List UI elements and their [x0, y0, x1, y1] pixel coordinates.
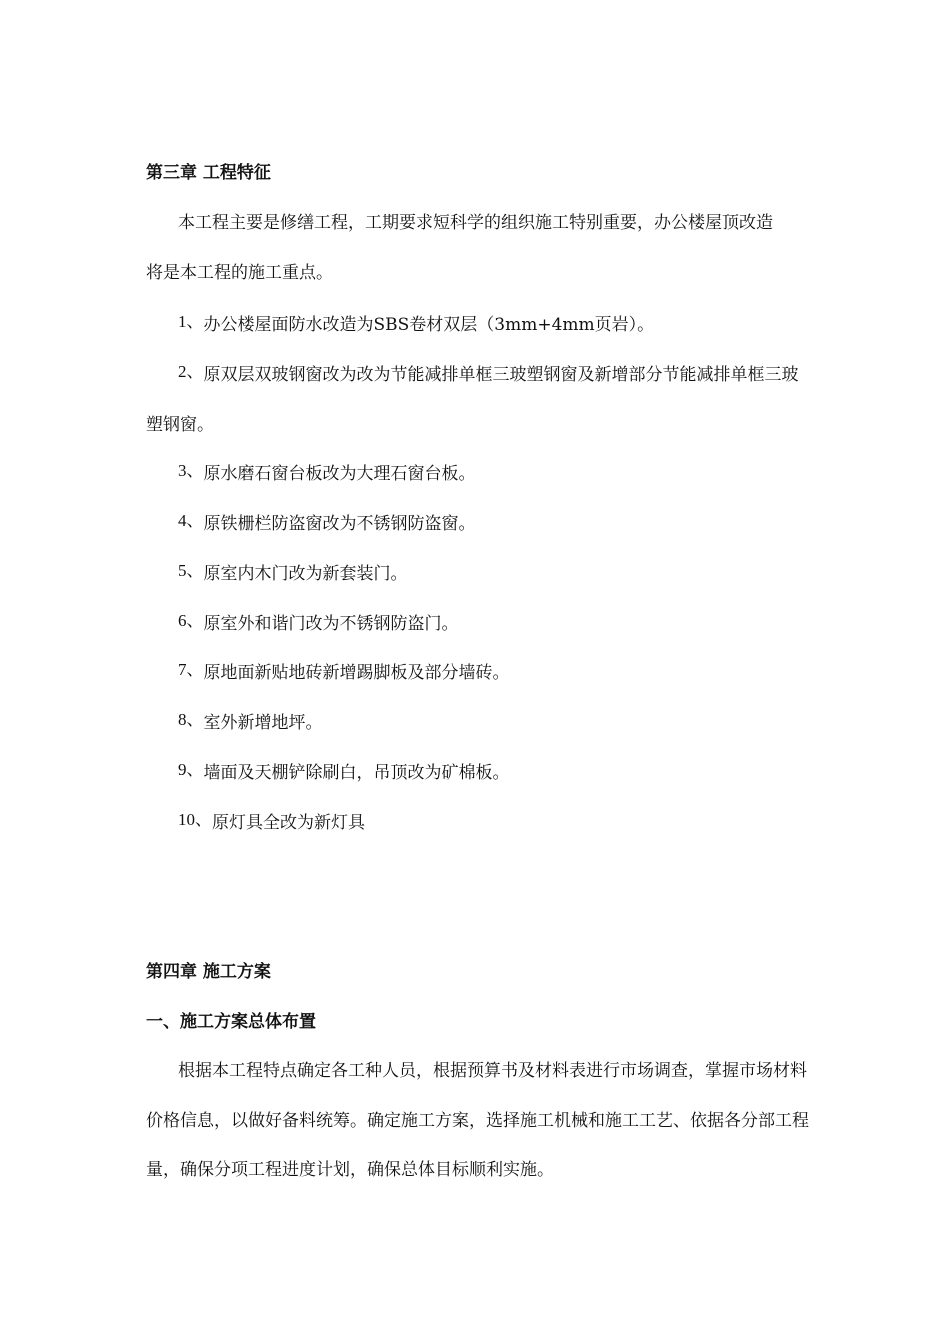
- list-item-number: 6、: [178, 611, 204, 630]
- list-item-text: 原室外和谐门改为不锈钢防盗门。: [203, 614, 459, 634]
- list-item: [178, 313, 654, 337]
- list-item-continuation: [146, 413, 214, 437]
- list-item-text: 墙面及天棚铲除刷白，吊顶改为矿棉板。: [203, 763, 510, 783]
- list-item-number: 3、: [178, 461, 204, 480]
- list-item-text: 原室内木门改为新套装门。: [203, 564, 408, 584]
- list-item-number: 1、: [178, 312, 204, 331]
- list-item-number: 7、: [178, 660, 204, 679]
- chapter4-para-line1: 根据本工程特点确定各工种人员，根据预算书及材料表进行市场调查，掌握市场材料: [178, 1061, 807, 1081]
- list-item-text: 办公楼屋面防水改造为SBS卷材双层（3mm+4mm页岩）。: [203, 315, 655, 335]
- list-item-text: 室外新增地坪。: [203, 713, 323, 733]
- list-item: [178, 711, 323, 735]
- list-item-number: 2、: [178, 362, 204, 381]
- list-item: [178, 562, 408, 586]
- chapter3-intro-line1: 本工程主要是修缮工程，工期要求短科学的组织施工特别重要，办公楼屋顶改造: [178, 213, 773, 233]
- list-item-text: 原双层双玻钢窗改为改为节能减排单框三玻塑钢窗及新增部分节能减排单框三玻: [203, 365, 799, 385]
- list-item: [178, 363, 799, 387]
- list-item: [178, 661, 510, 685]
- list-item: [178, 612, 459, 636]
- list-item-number: 8、: [178, 710, 204, 729]
- chapter4-para-line3: 量，确保分项工程进度计划，确保总体目标顺利实施。: [146, 1160, 554, 1180]
- list-item: [178, 512, 476, 536]
- list-item: [178, 811, 365, 835]
- chapter4-title: 第四章 施工方案: [146, 962, 271, 982]
- list-item-text: 原灯具全改为新灯具: [212, 813, 365, 833]
- list-item-text: 原水磨石窗台板改为大理石窗台板。: [203, 464, 476, 484]
- list-item-number: 4、: [178, 511, 204, 530]
- chapter3-intro-line2: 将是本工程的施工重点。: [146, 263, 333, 283]
- list-item-number: 9、: [178, 760, 204, 779]
- list-item-number: 10、: [178, 810, 212, 829]
- list-item-text: 原地面新贴地砖新增踢脚板及部分墙砖。: [203, 663, 510, 683]
- list-item: [178, 462, 476, 486]
- chapter4-para-line2: 价格信息，以做好备料统筹。确定施工方案，选择施工机械和施工工艺、依据各分部工程: [146, 1111, 809, 1131]
- list-item: [178, 761, 510, 785]
- list-item-text: 原铁栅栏防盗窗改为不锈钢防盗窗。: [203, 514, 476, 534]
- section1-title: 一、施工方案总体布置: [146, 1012, 316, 1032]
- list-item-text: 塑钢窗。: [146, 415, 214, 435]
- list-item-number: 5、: [178, 561, 204, 580]
- chapter3-title: 第三章 工程特征: [146, 163, 271, 183]
